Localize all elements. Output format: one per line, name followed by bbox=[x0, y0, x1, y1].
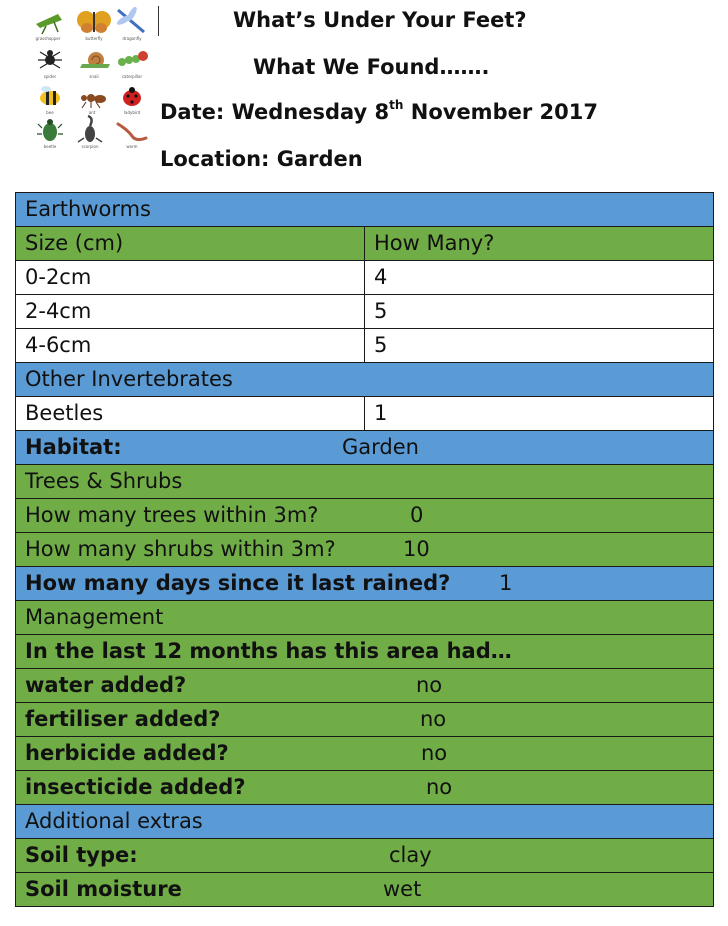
earthworms-header-row bbox=[16, 227, 714, 261]
date-ordinal: th bbox=[389, 98, 404, 112]
trees-heading: Trees & Shrubs bbox=[16, 465, 714, 499]
trees-question: How many trees within 3m? bbox=[25, 503, 319, 527]
habitat-row bbox=[16, 431, 714, 465]
management-item-row bbox=[16, 737, 714, 771]
management-question: herbicide added? bbox=[25, 741, 229, 765]
shrubs-question-row bbox=[16, 533, 714, 567]
ant-icon bbox=[81, 94, 106, 115]
management-intro: In the last 12 months has this area had… bbox=[16, 635, 714, 669]
worm-size-cell: 0-2cm bbox=[16, 261, 365, 295]
management-item-cell bbox=[16, 669, 714, 703]
survey-location: Location: Garden bbox=[160, 147, 363, 171]
label-snail: snail bbox=[89, 74, 99, 79]
rain-answer: 1 bbox=[499, 571, 513, 595]
table-row bbox=[16, 295, 714, 329]
management-intro-row bbox=[16, 635, 714, 669]
spider-icon bbox=[38, 50, 62, 79]
soil-type-label: Soil type: bbox=[25, 843, 138, 867]
soil-type-row bbox=[16, 839, 714, 873]
soil-moisture-value: wet bbox=[383, 877, 422, 901]
scorpion-icon bbox=[78, 116, 102, 149]
soil-moisture-label: Soil moisture bbox=[25, 877, 182, 901]
management-answer: no bbox=[426, 775, 453, 799]
soil-moisture-cell bbox=[16, 873, 714, 907]
minibeasts-clipart bbox=[32, 6, 158, 150]
earthworms-section-row bbox=[16, 193, 714, 227]
management-item-row bbox=[16, 669, 714, 703]
invertebrates-heading: Other Invertebrates bbox=[16, 363, 714, 397]
table-row bbox=[16, 261, 714, 295]
beetle-icon bbox=[37, 119, 63, 149]
trees-question-row bbox=[16, 499, 714, 533]
management-item-row bbox=[16, 703, 714, 737]
management-answer: no bbox=[420, 707, 447, 731]
trees-section-row bbox=[16, 465, 714, 499]
page-subtitle: What We Found……. bbox=[253, 55, 490, 79]
trees-question-cell bbox=[16, 499, 714, 533]
shrubs-answer: 10 bbox=[403, 537, 430, 561]
size-column-header: Size (cm) bbox=[16, 227, 365, 261]
label-butterfly: butterfly bbox=[85, 36, 103, 41]
label-bee: bee bbox=[46, 110, 54, 115]
management-question: water added? bbox=[25, 673, 187, 697]
label-beetle: beetle bbox=[43, 144, 57, 149]
worm-count-cell: 4 bbox=[365, 261, 714, 295]
caterpillar-icon bbox=[118, 51, 148, 79]
label-grasshopper: grasshopper bbox=[35, 36, 61, 41]
page-title: What’s Under Your Feet? bbox=[233, 8, 527, 32]
management-answer: no bbox=[416, 673, 443, 697]
extras-section-row bbox=[16, 805, 714, 839]
habitat-value: Garden bbox=[342, 435, 419, 459]
habitat-cell bbox=[16, 431, 714, 465]
label-spider: spider bbox=[43, 74, 57, 79]
invertebrate-count-cell: 1 bbox=[365, 397, 714, 431]
invertebrate-name-cell: Beetles bbox=[16, 397, 365, 431]
label-ladybird: ladybird bbox=[123, 110, 141, 115]
worm-icon bbox=[118, 124, 146, 149]
date-rest: November 2017 bbox=[403, 100, 598, 124]
management-question: fertiliser added? bbox=[25, 707, 221, 731]
management-item-cell bbox=[16, 703, 714, 737]
ladybird-icon bbox=[123, 87, 141, 115]
management-section-row bbox=[16, 601, 714, 635]
worm-count-cell: 5 bbox=[365, 329, 714, 363]
bee-icon bbox=[40, 86, 60, 115]
table-row bbox=[16, 329, 714, 363]
shrubs-question: How many shrubs within 3m? bbox=[25, 537, 336, 561]
management-item-row bbox=[16, 771, 714, 805]
shrubs-question-cell bbox=[16, 533, 714, 567]
date-prefix: Date: Wednesday 8 bbox=[160, 100, 390, 124]
label-scorpion: scorpion bbox=[81, 144, 99, 149]
worm-count-cell: 5 bbox=[365, 295, 714, 329]
table-row bbox=[16, 397, 714, 431]
invertebrates-section-row bbox=[16, 363, 714, 397]
earthworms-heading: Earthworms bbox=[16, 193, 714, 227]
management-answer: no bbox=[421, 741, 448, 765]
survey-table bbox=[15, 192, 714, 907]
worm-size-cell: 4-6cm bbox=[16, 329, 365, 363]
count-column-header: How Many? bbox=[365, 227, 714, 261]
management-question: insecticide added? bbox=[25, 775, 246, 799]
label-ant: ant bbox=[88, 110, 96, 115]
management-item-cell bbox=[16, 737, 714, 771]
label-dragonfly: dragonfly bbox=[122, 36, 142, 41]
survey-date bbox=[160, 100, 598, 124]
label-caterpillar: caterpillar bbox=[121, 74, 143, 79]
soil-type-cell bbox=[16, 839, 714, 873]
snail-icon bbox=[80, 52, 110, 79]
butterfly-icon bbox=[77, 11, 111, 41]
dragonfly-icon bbox=[116, 6, 144, 41]
trees-answer: 0 bbox=[410, 503, 424, 527]
rain-question: How many days since it last rained? bbox=[25, 571, 451, 595]
soil-moisture-row bbox=[16, 873, 714, 907]
management-heading: Management bbox=[16, 601, 714, 635]
rain-row bbox=[16, 567, 714, 601]
management-item-cell bbox=[16, 771, 714, 805]
grasshopper-icon bbox=[36, 14, 62, 41]
habitat-label: Habitat: bbox=[25, 435, 122, 459]
soil-type-value: clay bbox=[389, 843, 432, 867]
rain-cell bbox=[16, 567, 714, 601]
worm-size-cell: 2-4cm bbox=[16, 295, 365, 329]
extras-heading: Additional extras bbox=[16, 805, 714, 839]
label-worm: worm bbox=[126, 144, 138, 149]
divider-line bbox=[158, 6, 159, 36]
